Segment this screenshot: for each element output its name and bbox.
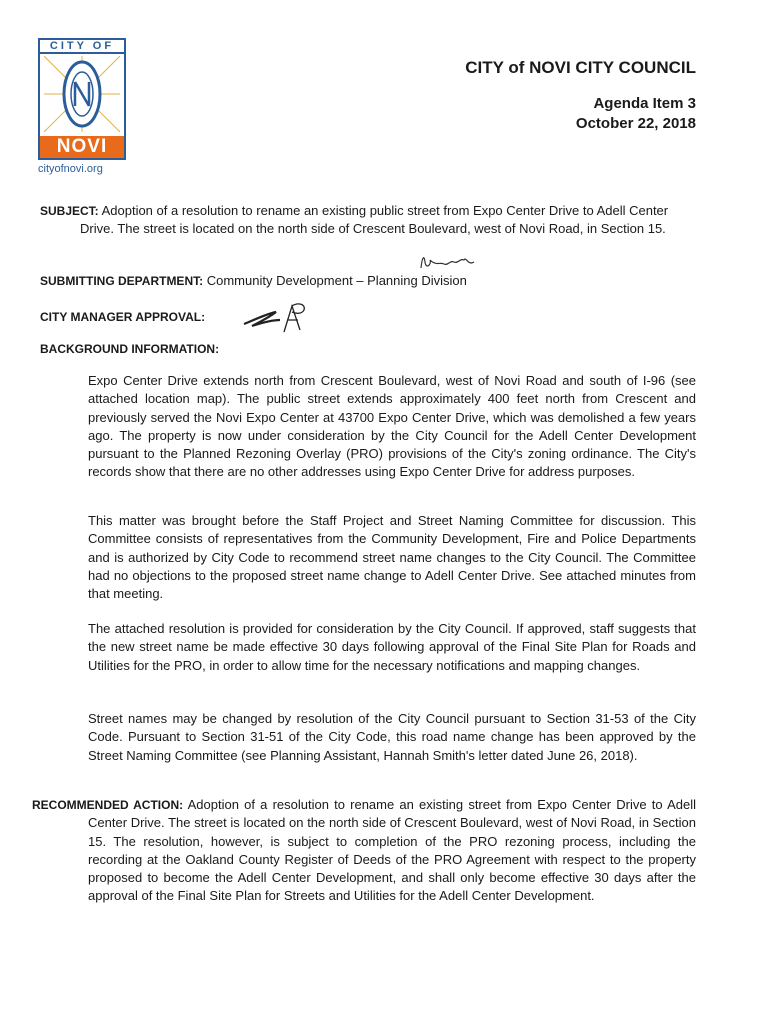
background-label: BACKGROUND INFORMATION: [40,342,220,356]
background-paragraph: Street names may be changed by resolution of the City Council pursuant to Section 31-53 of the City Code. Pursuant to Section 31-51 of the City Code, this road name change has been approved by the Street Naming Committee (see Planning Assistant, Hannah Smith's letter dated June 26, 2018). [88,711,696,763]
approval-label: CITY MANAGER APPROVAL: [40,310,206,324]
document-header [465,58,696,134]
background-paragraph: This matter was brought before the Staff Project and Street Naming Committee for discussion. This Committee consists of representatives from the Community Development, Fire and Police Departments and is authorized by City Code to recommend street name changes to the City Council. The Committee had no objections to the proposed street name change to Adell Center Drive. See attached minutes from that meeting. [88,513,696,602]
background-paragraph: Expo Center Drive extends north from Crescent Boulevard, west of Novi Road and south of I-96 (see attached location map). The public street extends approximately 400 feet north from Crescent and previously served the Novi Expo Center at 43700 Expo Center Drive, which was demolished a few years ago. The property is now under consideration by the City Council for the Adell Center Development pursuant to the Planned Rezoning Overlay (PRO) provisions of the City's zoning ordinance. The City's records show that there are no other addresses using Expo Center Drive for address purposes. [88,373,696,480]
logo-frame [38,38,126,160]
logo-url: cityofnovi.org [38,163,103,175]
background-paragraph: The attached resolution is provided for consideration by the City Council. If approved, staff suggests that the new street name be made effective 30 days following approval of the Final Site Plan for Roads and Utilities for the PRO, in order to allow time for the necessary notifications and mapping changes. [88,621,696,673]
subject-text: Adoption of a resolution to rename an existing public street from Expo Center Drive to Adell Center Drive. The street is located on the north side of Crescent Boulevard, west of Novi Road, in Section 15. [80,203,669,236]
subject-label: SUBJECT: [40,204,99,218]
logo-top-text: CITY OF [40,40,124,54]
department-label: SUBMITTING DEPARTMENT: [40,274,204,288]
subject-field [40,202,696,238]
meeting-date: October 22, 2018 [575,115,696,132]
agenda-block [465,94,696,134]
approval-signature-icon [240,300,320,336]
logo-emblem-icon [44,56,120,132]
agenda-item: Agenda Item 3 [593,95,696,112]
city-logo [38,38,128,175]
department-text: Community Development – Planning Division [206,273,467,288]
initials-signature-icon [418,250,478,274]
recommended-action-text: Adoption of a resolution to rename an existing street from Expo Center Drive to Adell Center Drive. The street is located on the north side of Crescent Boulevard, west of Novi Road, in Section 15. The resolution, however, is subject to completion of the PRO rezoning process, including the recording at the Oakland County Register of Deeds of the PRO Agreement with respect to the property proposed to become the Adell Center Development, and shall only become effective 30 days after the approval of the Final Site Plan for Streets and Utilities for the Adell Center Development. [88,797,696,904]
recommended-action-field [32,796,696,906]
submitting-department-field [40,272,467,290]
background-heading [40,340,219,358]
city-manager-approval-field [40,308,205,326]
council-title: CITY of NOVI CITY COUNCIL [465,58,696,77]
recommended-action-label: RECOMMENDED ACTION: [32,798,184,812]
logo-bottom-text: NOVI [40,136,124,158]
